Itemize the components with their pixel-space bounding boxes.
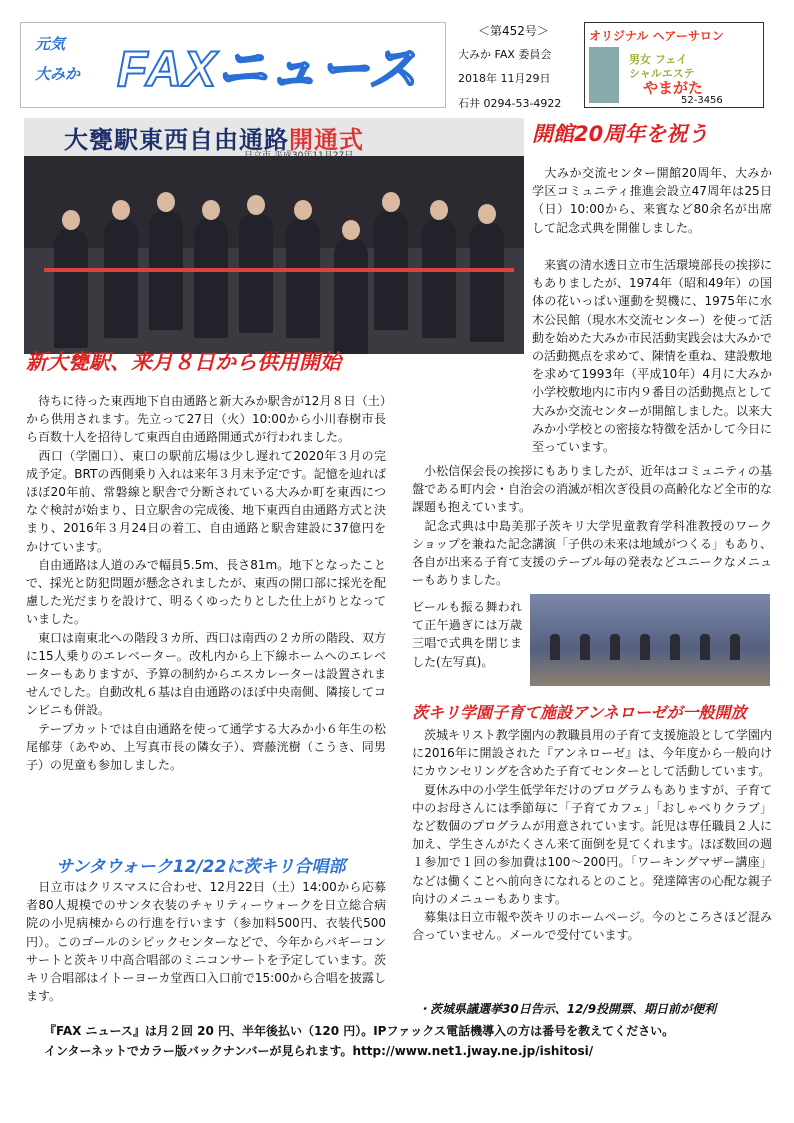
person-figure xyxy=(54,228,88,348)
person-figure xyxy=(610,634,620,660)
ibaraki-paragraph: 茨城キリスト教学園内の教職員用の子育て支援施設として学園内に2016年に開設された『アンネローゼ』は、今年度から一般向けにカウンセリングを含めた子育てセンターとして活動しています。 xyxy=(412,728,772,779)
ad-title: オリジナル ヘアーサロン xyxy=(589,29,724,43)
person-figure xyxy=(550,634,560,660)
banzai-photo xyxy=(530,594,770,686)
anniversary-paragraph: 来賓の清水透日立市生活環境部長の挨拶にもありましたが、1974年（昭和49年）の国体の花いっぱい運動を契機に、1975年に水木公民館（現水木交流センター）を使って活動を始めた大みか市民活動実践会は大みかでの活動拠点を求めて、陳情を重ね、建設敷地を求めて1993年（平成10年）4月に大みか小学校敷地内に市内９番目の活動拠点として大みか交流センターが開館しました。以来大みか小学校との密接な特徴を活かして今日に至っています。 xyxy=(532,258,773,455)
person-figure xyxy=(730,634,740,660)
ad-line2: シャルエステ xyxy=(629,67,695,80)
ibaraki-paragraph: 夏休み中の小学生低学年だけのプログラムもありますが、子育て中のお母さんには季節毎に「子育てカフェ」「おしゃべりクラブ」など数個のプログラムが用意されています。託児は専任職員２人に加え、学生さんがたくさん来て面倒を見てくれます。ほぼ数回の週１参加で１回の参加費は100～200円。「ワーキングマザー講座」などは働くことへ前向きになれるとのこと。発達障害の心配な親子向けのメニューもあります。 xyxy=(412,782,772,906)
committee-name: 大みか FAX 委員会 xyxy=(458,48,552,61)
fax-news-logo: FAXニュース xyxy=(117,41,419,97)
banner-subtitle: 日立市 平成30年11月27日 xyxy=(244,151,354,161)
person-figure xyxy=(700,634,710,660)
person-figure xyxy=(670,634,680,660)
person-figure xyxy=(286,218,320,338)
anniversary-paragraph: 小松信保会長の挨拶にもありましたが、近年はコミュニティの基盤である町内会・自治会の消滅が相次ぎ役員の高齢化など全市的な課題も抱えています。 xyxy=(412,464,773,515)
genki-tagline xyxy=(35,29,80,89)
banner-text: 大甕駅東西自由通路 xyxy=(64,126,289,154)
station-paragraph: 自由通路は人道のみで幅員5.5m、長さ81m。地下となったことで、採光と防犯問題が懸念されましたが、東西の開口部に採光を配慮した光だまりを設けて、明るくゆったりとした仕上がりとなっていました。 xyxy=(26,557,386,627)
salon-ad xyxy=(584,22,764,108)
person-figure xyxy=(239,213,273,333)
person-figure xyxy=(334,238,368,354)
anniversary-paragraph: 記念式典は中島美那子茨キリ大学児童教育学科准教授のワークショップを兼ねた記念講演「子供の未来は地域がつくる」もあり、各自が出来る子育て支援のテーブル毎の発表などユニークなメニューもありました。 xyxy=(412,518,772,588)
anniversary-headline: 開館20周年を祝う xyxy=(532,122,709,146)
ad-photo xyxy=(589,47,619,103)
anniversary-paragraph: ビールも振る舞われて正午過ぎには万歳三唱で式典を閉じました(左写真)。 xyxy=(412,600,522,669)
election-note: ・茨城県議選挙30日告示、12/9投開票、期日前が便利 xyxy=(418,1002,717,1016)
publication-date: 2018年 11月29日 xyxy=(458,72,551,85)
santa-headline: サンタウォーク12/22に茨キリ合唱部 xyxy=(56,857,346,877)
person-figure xyxy=(580,634,590,660)
anniversary-continued xyxy=(412,462,772,589)
anniversary-body xyxy=(412,256,772,456)
santa-body xyxy=(26,878,386,1005)
contact-phone: 石井 0294-53-4922 xyxy=(458,97,562,110)
anniversary-top xyxy=(532,164,772,237)
station-headline: 新大甕駅、来月８日から供用開始 xyxy=(26,350,341,374)
footer-subscription: 『FAX ニュース』は月２回 20 円、半年後払い（120 円）。IPファックス電話機導入の方は番号を教えてください。 xyxy=(44,1024,675,1038)
station-body xyxy=(26,392,386,774)
ibaraki-paragraph: 募集は日立市報や茨キリのホームページ。今のところさほど混み合っていません。メールで受付ています。 xyxy=(412,910,772,943)
banner-red-text: 開通式 xyxy=(289,126,364,154)
person-figure xyxy=(104,218,138,338)
person-figure xyxy=(194,218,228,338)
ad-phone: 52-3456 xyxy=(681,95,723,106)
anniversary-photo-caption xyxy=(412,598,522,671)
person-figure xyxy=(640,634,650,660)
station-paragraph: 東口は南東北への階段３カ所、西口は南西の２カ所の階段、双方に15人乗りのエレベーター。改札内から上下線ホームへのエレベーターもありますが、予算の制約からエスカレーターは設置されませんでした。自動改札６基は自由通路のほぼ中央南側、隣接してコンビニも併設。 xyxy=(26,630,387,718)
footer-website: インターネットでカラー版バックナンバーが見られます。http://www.net1.jway.ne.jp/ishitosi/ xyxy=(44,1044,594,1058)
santa-paragraph: 日立市はクリスマスに合わせ、12月22日（土）14:00から応募者80人規模でのサンタ衣装のチャリティーウォークを日立総合病院の小児病棟からの行進を行います（参加料500円、衣装代500円）。このゴールのシビックセンターなどで、今年からバギーコンサートと茨キリ中高合唱部のミニコンサートを予定しています。茨キリ合唱部はイトーヨーカ堂西口入口前で15:00から合唱を披露します。 xyxy=(26,880,386,1004)
masthead xyxy=(20,22,446,108)
ad-salon-name: やまがた xyxy=(643,79,704,97)
ibaraki-body xyxy=(412,726,772,944)
station-paragraph: 待ちに待った東西地下自由通路と新大みか駅舎が12月８日（土）から供用されます。先立って27日（火）10:00から小川春樹市長ら百数十人を招待して東西自由通路開通式が行われました。 xyxy=(26,394,386,445)
station-paragraph: 西口（学園口）、東口の駅前広場は少し遅れて2020年３月の完成予定。BRTの西側乗り入れは来年３月末予定です。記憶を辿ればほぼ20年前、常磐線と駅舎で分断されている大みか町を東西につなぐ検討が始まり、日立駅舎の完成後、地下東西自由通路方式と決まり、2016年３月24日の着工、自由通路と駅舎建設に37億円をかけています。 xyxy=(26,448,387,554)
genki-line1: 元気 xyxy=(35,35,66,53)
ad-line1: 男女 フェイ xyxy=(629,53,688,66)
genki-line2: 大みか xyxy=(35,65,81,83)
ibaraki-headline: 茨キリ学園子育て施設アンネローゼが一般開放 xyxy=(412,703,747,722)
issue-number: ＜第452号＞ xyxy=(478,24,549,38)
station-paragraph: テープカットでは自由通路を使って通学する大みか小６年生の松尾郁芽（あやめ、上写真市長の隣女子）、齊藤洸樹（こうき、同男子）の児童も参加しました。 xyxy=(26,721,386,773)
anniversary-paragraph: 大みか交流センター開館20周年、大みか学区コミュニティ推進会設立47周年は25日（日）10:00から、来賓など80余名が出席して記念式典を開催しました。 xyxy=(532,166,772,235)
